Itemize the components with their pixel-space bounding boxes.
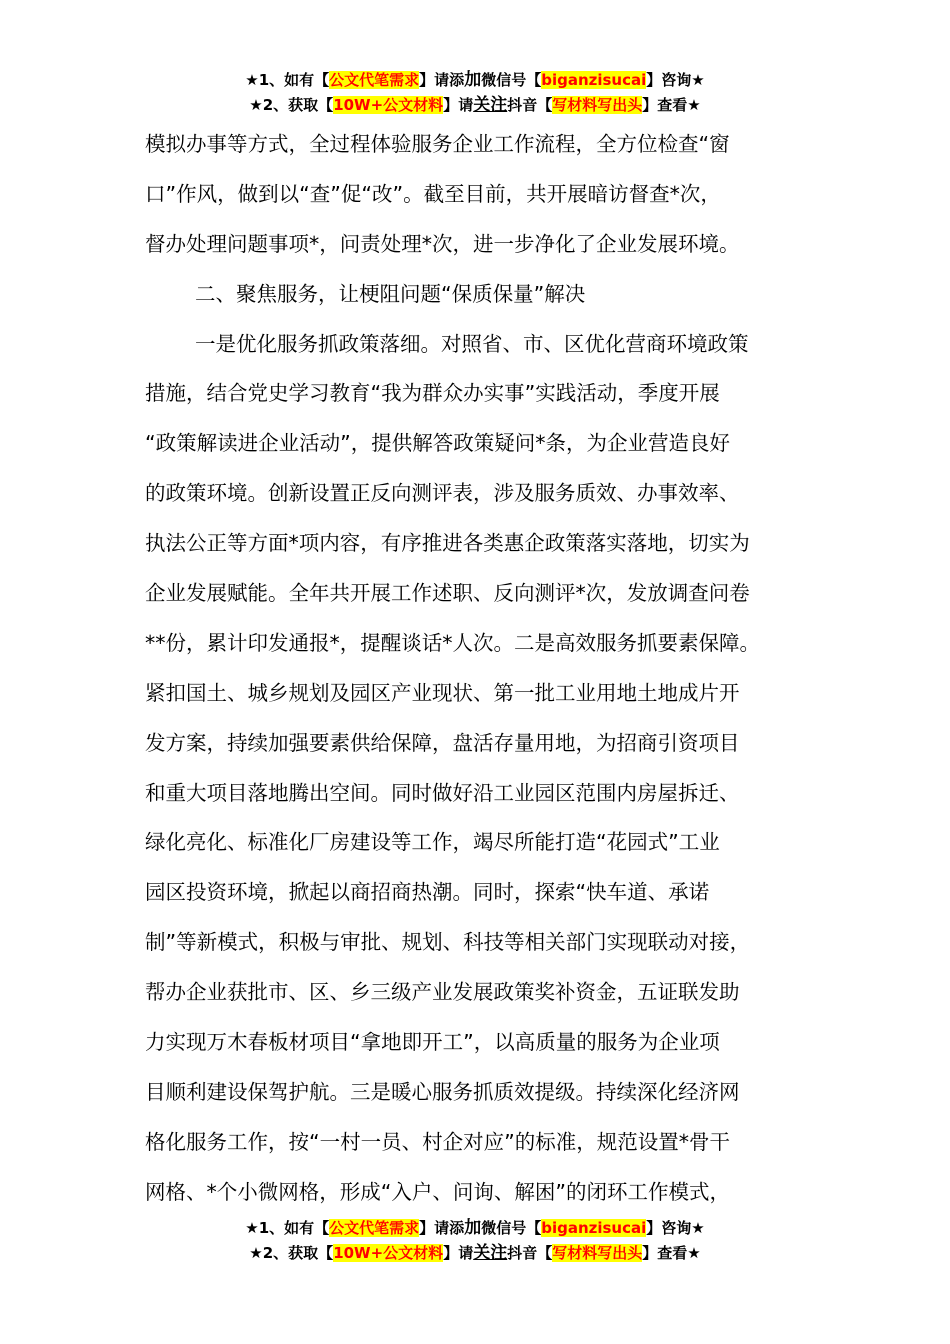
banner-emphasis: 关注	[473, 1243, 508, 1263]
footer-banner-line-1	[0, 1216, 950, 1241]
banner-highlight: 10W+公文材料	[333, 96, 444, 114]
body-line: 园区投资环境，掀起以商招商热潮。同时，探索“快车道、承诺	[145, 880, 710, 905]
banner-text: 】请	[443, 1244, 474, 1262]
banner-text: 微信号【	[481, 1219, 542, 1237]
banner-text: ★1、如有【	[245, 1219, 330, 1237]
footer-banner-line-2	[0, 1241, 950, 1266]
body-line: 制”等新模式，积极与审批、规划、科技等相关部门实现联动对接，	[145, 930, 751, 955]
banner-text: 】查看★	[642, 96, 701, 114]
body-line: 口”作风，做到以“查”促“改”。截至目前，共开展暗访督查*次，	[145, 181, 721, 206]
body-line: 力实现万木春板材项目“拿地即开工”，以高质量的服务为企业项	[145, 1030, 720, 1055]
body-line: 发方案，持续加强要素供给保障，盘活存量用地，为招商引资项目	[145, 730, 740, 755]
body-line: 网格、*个小微网格，形成“入户、问询、解困”的闭环工作模式，	[145, 1179, 730, 1204]
banner-text: 】请	[443, 96, 474, 114]
body-line: 紧扣国土、城乡规划及园区产业现状、第一批工业用地土地成片开	[145, 680, 740, 705]
header-banner-line-1	[0, 68, 950, 93]
body-line: 一是优化服务抓政策落细。对照省、市、区优化营商环境政策	[195, 331, 749, 356]
banner-text: 抖音【	[507, 1244, 553, 1262]
banner-emphasis: 加	[464, 1218, 482, 1238]
body-line: “政策解读进企业活动”，提供解答政策疑问*条，为企业营造良好	[145, 431, 730, 456]
body-line: 措施，结合党史学习教育“我为群众办实事”实践活动，季度开展	[145, 381, 720, 406]
wechat-id-highlight: biganzisucai	[541, 1219, 647, 1237]
section-heading: 二、聚焦服务，让梗阻问题“保质保量”解决	[195, 281, 586, 306]
douyin-id-highlight: 写材料写出头	[552, 96, 643, 114]
banner-emphasis: 加	[464, 70, 482, 90]
banner-highlight: 10W+公文材料	[333, 1244, 444, 1262]
body-line: 企业发展赋能。全年共开展工作述职、反向测评*次，发放调查问卷	[145, 581, 750, 606]
banner-text: 抖音【	[507, 96, 553, 114]
wechat-id-highlight: biganzisucai	[541, 71, 647, 89]
banner-text: 】请添	[419, 71, 465, 89]
banner-text: 】咨询★	[646, 1219, 705, 1237]
body-line: 帮办企业获批市、区、乡三级产业发展政策奖补资金，五证联发助	[145, 980, 740, 1005]
banner-text: ★2、获取【	[249, 1244, 334, 1262]
banner-text: 微信号【	[481, 71, 542, 89]
banner-text: ★2、获取【	[249, 96, 334, 114]
body-line: **份，累计印发通报*，提醒谈话*人次。二是高效服务抓要素保障。	[145, 630, 760, 655]
body-line: 模拟办事等方式，全过程体验服务企业工作流程，全方位检查“窗	[145, 132, 730, 156]
banner-text: 】咨询★	[646, 71, 705, 89]
header-banner-line-2	[0, 93, 950, 118]
body-line: 督办处理问题事项*，问责处理*次，进一步净化了企业发展环境。	[145, 231, 740, 256]
body-line: 绿化亮化、标准化厂房建设等工作，竭尽所能打造“花园式”工业	[145, 830, 720, 855]
header-banner	[0, 68, 950, 118]
banner-text: 】请添	[419, 1219, 465, 1237]
body-line: 的政策环境。创新设置正反向测评表，涉及服务质效、办事效率、	[145, 481, 740, 506]
banner-emphasis: 关注	[473, 95, 508, 115]
banner-highlight: 公文代笔需求	[329, 71, 420, 89]
banner-text: 】查看★	[642, 1244, 701, 1262]
douyin-id-highlight: 写材料写出头	[552, 1244, 643, 1262]
body-line: 格化服务工作，按“一村一员、村企对应”的标准，规范设置*骨干	[145, 1129, 730, 1154]
banner-highlight: 公文代笔需求	[329, 1219, 420, 1237]
body-line: 目顺利建设保驾护航。三是暖心服务抓质效提级。持续深化经济网	[145, 1079, 740, 1104]
body-line: 执法公正等方面*项内容，有序推进各类惠企政策落实落地，切实为	[145, 531, 750, 556]
document-body	[145, 126, 825, 1224]
body-line: 和重大项目落地腾出空间。同时做好沿工业园区范围内房屋拆迁、	[145, 780, 740, 805]
footer-banner	[0, 1216, 950, 1266]
banner-text: ★1、如有【	[245, 71, 330, 89]
